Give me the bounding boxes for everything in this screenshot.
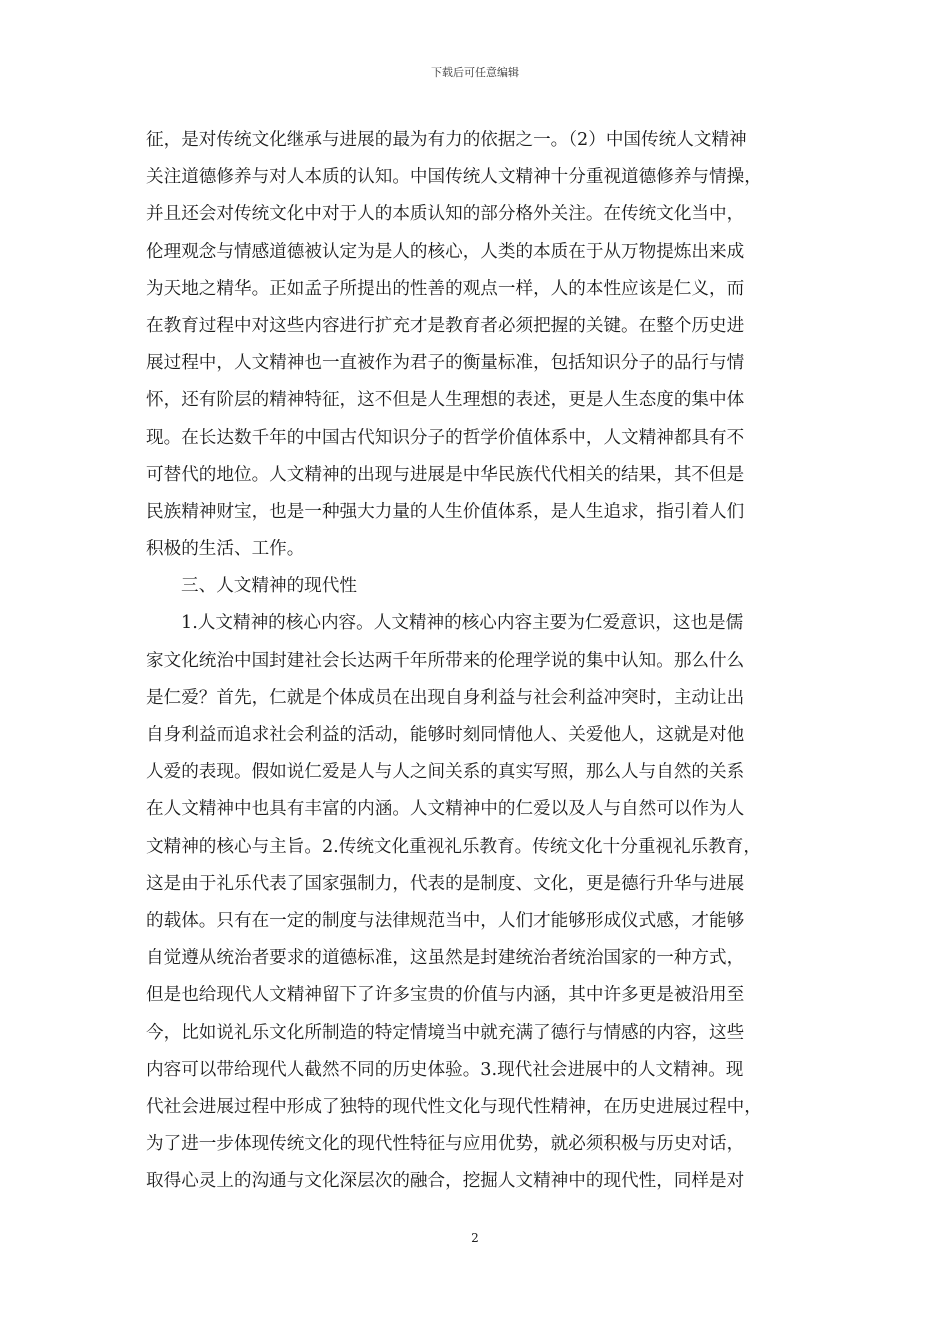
body-line: 今，比如说礼乐文化所制造的特定情境当中就充满了德行与情感的内容，这些 (146, 1022, 745, 1043)
body-line: 家文化统治中国封建社会长达两千年所带来的伦理学说的集中认知。那么什么 (146, 650, 745, 671)
body-line: 可替代的地位。人文精神的出现与进展是中华民族代代相关的结果，其不但是 (146, 464, 745, 485)
body-line: 并且还会对传统文化中对于人的本质认知的部分格外关注。在传统文化当中， (146, 204, 745, 225)
body-line: 内容可以带给现代人截然不同的历史体验。3.现代社会进展中的人文精神。现 (146, 1059, 744, 1080)
body-line: 取得心灵上的沟通与文化深层次的融合，挖掘人文精神中的现代性，同样是对 (146, 1171, 745, 1192)
body-line: 在教育过程中对这些内容进行扩充才是教育者必须把握的关键。在整个历史进 (146, 315, 745, 336)
body-line: 代社会进展过程中形成了独特的现代性文化与现代性精神，在历史进展过程中， (146, 1096, 762, 1117)
page-header: 下载后可任意编辑 (431, 66, 519, 79)
body-line: 1.人文精神的核心内容。人文精神的核心内容主要为仁爱意识，这也是儒 (181, 613, 744, 634)
body-line: 但是也给现代人文精神留下了许多宝贵的价值与内涵，其中许多更是被沿用至 (146, 985, 745, 1006)
body-line: 征，是对传统文化继承与进展的最为有力的依据之一。（2）中国传统人文精神 (146, 130, 747, 150)
body-line: 在人文精神中也具有丰富的内涵。人文精神中的仁爱以及人与自然可以作为人 (146, 799, 745, 820)
body-line: 这是由于礼乐代表了国家强制力，代表的是制度、文化，更是德行升华与进展 (146, 873, 745, 894)
body-line: 现。在长达数千年的中国古代知识分子的哲学价值体系中，人文精神都具有不 (146, 427, 745, 448)
body-line: 为天地之精华。正如孟子所提出的性善的观点一样，人的本性应该是仁义，而 (146, 278, 745, 299)
page-number: 2 (471, 1231, 479, 1245)
body-line: 展过程中，人文精神也一直被作为君子的衡量标准，包括知识分子的品行与情 (146, 353, 745, 374)
body-line: 自觉遵从统治者要求的道德标准，这虽然是封建统治者统治国家的一种方式， (146, 948, 745, 969)
document-body (146, 122, 811, 1200)
body-line: 的载体。只有在一定的制度与法律规范当中，人们才能够形成仪式感，才能够 (146, 910, 745, 931)
body-line: 伦理观念与情感道德被认定为是人的核心，人类的本质在于从万物提炼出来成 (146, 241, 745, 262)
body-line: 是仁爱？首先，仁就是个体成员在出现自身利益与社会利益冲突时，主动让出 (146, 687, 745, 708)
body-line: 民族精神财宝，也是一种强大力量的人生价值体系，是人生追求，指引着人们 (146, 501, 745, 522)
body-line: 自身利益而追求社会利益的活动，能够时刻同情他人、关爱他人，这就是对他 (146, 725, 745, 745)
body-line: 关注道德修养与对人本质的认知。中国传统人文精神十分重视道德修养与情操， (146, 167, 762, 188)
body-line: 积极的生活、工作。 (146, 539, 305, 560)
body-line: 怀，还有阶层的精神特征，这不但是人生理想的表述，更是人生态度的集中体 (146, 390, 745, 411)
body-line: 人爱的表现。假如说仁爱是人与人之间关系的真实写照，那么人与自然的关系 (146, 762, 745, 783)
section-heading: 三、人文精神的现代性 (181, 576, 357, 597)
body-line: 为了进一步体现传统文化的现代性特征与应用优势，就必须积极与历史对话， (146, 1134, 745, 1155)
body-line: 文精神的核心与主旨。2.传统文化重视礼乐教育。传统文化十分重视礼乐教育， (146, 836, 761, 857)
